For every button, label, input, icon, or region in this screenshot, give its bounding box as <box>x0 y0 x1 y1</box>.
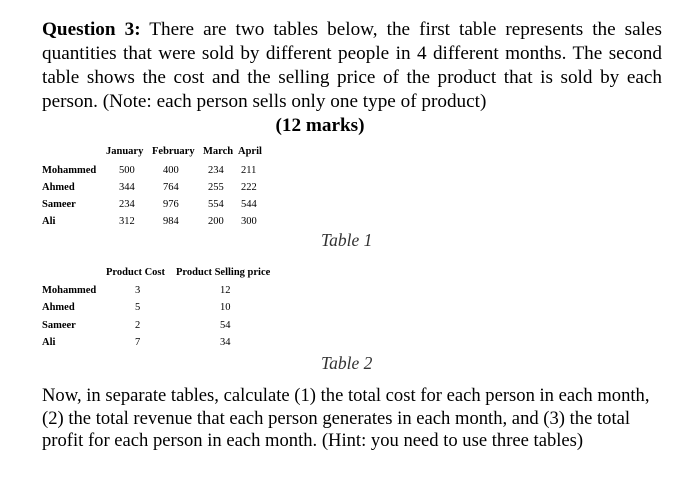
row-label: Ali <box>42 216 56 227</box>
row-label: Ahmed <box>42 302 75 313</box>
table-cell: 312 <box>119 216 135 227</box>
row-label: Ali <box>42 337 56 348</box>
table-cell: 344 <box>119 182 135 193</box>
question-paragraph <box>42 18 662 114</box>
question-label: Question 3: <box>42 19 141 40</box>
instructions-paragraph: Now, in separate tables, calculate (1) the total cost for each person in each month, (2) the total revenue that each person generates in each month, and (3) the total profit for each person in each month. (Hint: you need to use three tables) <box>42 385 650 451</box>
table-cell: 34 <box>220 337 231 348</box>
table-cell: 200 <box>208 216 224 227</box>
header-january: January <box>106 146 144 157</box>
header-february: February <box>152 146 195 157</box>
table-cell: 12 <box>220 285 231 296</box>
table-cell: 222 <box>241 182 257 193</box>
table-cell: 255 <box>208 182 224 193</box>
row-label: Mohammed <box>42 165 97 176</box>
header-march: March <box>203 146 234 157</box>
row-label: Sameer <box>42 320 76 331</box>
table1-caption: Table 1 <box>321 230 373 250</box>
table-cell: 234 <box>208 165 224 176</box>
table-cell: 10 <box>220 302 231 313</box>
row-label: Ahmed <box>42 182 75 193</box>
row-label: Sameer <box>42 199 76 210</box>
table-cell: 234 <box>119 199 135 210</box>
header-april: April <box>238 146 262 157</box>
question-text: There are two tables below, the first table represents the sales quantities that were sold by different people in 4 different months. The second table shows the cost and the selling price of the product that is sold by each person. (Note: each person sells only one type of product) <box>42 19 662 112</box>
table-cell: 984 <box>163 216 179 227</box>
table-cell: 5 <box>135 302 141 313</box>
header-product-cost: Product Cost <box>106 267 166 278</box>
header-selling-price: Product Selling price <box>176 267 271 278</box>
table-cell: 2 <box>135 320 141 331</box>
table-cell: 500 <box>119 165 135 176</box>
table-cell: 976 <box>163 199 179 210</box>
marks-label: (12 marks) <box>275 115 365 136</box>
row-label: Mohammed <box>42 285 97 296</box>
table-cell: 300 <box>241 216 257 227</box>
table-cell: 54 <box>220 320 231 331</box>
table-cell: 544 <box>241 199 257 210</box>
table-cell: 211 <box>241 165 257 176</box>
table-cell: 3 <box>135 285 141 296</box>
table2-caption: Table 2 <box>321 353 373 373</box>
table-cell: 400 <box>163 165 179 176</box>
table-cell: 7 <box>135 337 141 348</box>
table-cell: 764 <box>163 182 179 193</box>
table-cell: 554 <box>208 199 224 210</box>
